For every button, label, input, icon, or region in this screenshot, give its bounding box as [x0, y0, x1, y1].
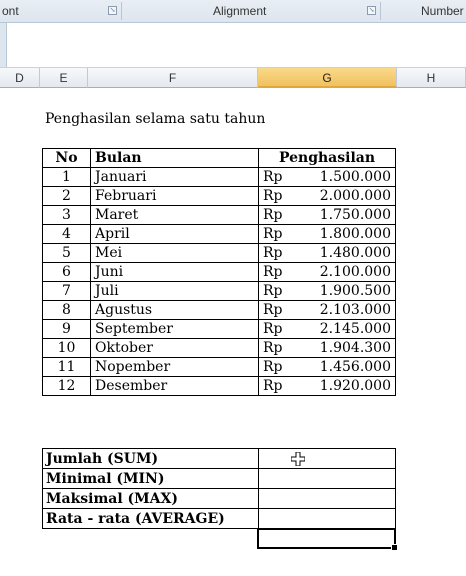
ribbon-separator — [121, 2, 122, 20]
cell-penghasilan[interactable] — [259, 377, 396, 396]
income-table — [42, 148, 396, 396]
cell-penghasilan[interactable] — [259, 244, 396, 263]
currency-label: Rp — [263, 264, 283, 280]
table-row — [43, 339, 396, 358]
cell-no[interactable]: 1 — [43, 168, 91, 187]
ribbon-group-alignment: Alignment — [213, 4, 267, 18]
amount-value: 1.900.500 — [319, 283, 391, 299]
currency-label: Rp — [263, 302, 283, 318]
column-header-d[interactable]: D — [0, 68, 40, 88]
table-row — [43, 263, 396, 282]
cell-penghasilan[interactable] — [259, 187, 396, 206]
summary-label[interactable]: Jumlah (SUM) — [43, 449, 259, 469]
summary-row — [43, 489, 396, 509]
amount-value: 1.456.000 — [319, 359, 391, 375]
table-row — [43, 187, 396, 206]
summary-label[interactable]: Minimal (MIN) — [43, 469, 259, 489]
alignment-dialog-launcher-icon[interactable]: ↘ — [368, 6, 375, 14]
cell-bulan[interactable]: September — [91, 320, 259, 339]
currency-label: Rp — [263, 321, 283, 337]
table-row — [43, 225, 396, 244]
formula-bar-edge — [0, 23, 7, 67]
table-row — [43, 206, 396, 225]
table-row — [43, 320, 396, 339]
formula-bar[interactable] — [0, 23, 466, 68]
cell-no[interactable]: 8 — [43, 301, 91, 320]
cell-penghasilan[interactable] — [259, 263, 396, 282]
header-bulan[interactable]: Bulan — [91, 149, 259, 168]
cell-bulan[interactable]: Januari — [91, 168, 259, 187]
summary-value[interactable] — [259, 469, 396, 489]
cell-bulan[interactable]: April — [91, 225, 259, 244]
amount-value: 1.480.000 — [319, 245, 391, 261]
currency-label: Rp — [263, 378, 283, 394]
cell-penghasilan[interactable] — [259, 320, 396, 339]
table-row — [43, 358, 396, 377]
amount-value: 1.920.000 — [319, 378, 391, 394]
cell-no[interactable]: 7 — [43, 282, 91, 301]
cell-bulan[interactable]: Juli — [91, 282, 259, 301]
cell-no[interactable]: 4 — [43, 225, 91, 244]
column-header-g[interactable]: G — [258, 68, 397, 88]
amount-value: 1.500.000 — [319, 169, 391, 185]
table-row — [43, 168, 396, 187]
amount-value: 1.750.000 — [319, 207, 391, 223]
amount-value: 2.103.000 — [319, 302, 391, 318]
amount-value: 2.145.000 — [319, 321, 391, 337]
amount-value: 1.800.000 — [319, 226, 391, 242]
amount-value: 2.100.000 — [319, 264, 391, 280]
cell-select-cursor-icon — [291, 452, 305, 466]
column-header-e[interactable]: E — [40, 68, 88, 88]
cell-penghasilan[interactable] — [259, 339, 396, 358]
cell-bulan[interactable]: Agustus — [91, 301, 259, 320]
table-header-row — [43, 149, 396, 168]
cell-penghasilan[interactable] — [259, 301, 396, 320]
currency-label: Rp — [263, 169, 283, 185]
table-row — [43, 282, 396, 301]
summary-value[interactable] — [259, 509, 396, 529]
cell-bulan[interactable]: Juni — [91, 263, 259, 282]
currency-label: Rp — [263, 283, 283, 299]
summary-row — [43, 449, 396, 469]
cell-bulan[interactable]: Oktober — [91, 339, 259, 358]
summary-row — [43, 469, 396, 489]
ribbon-group-font: ont — [2, 4, 19, 18]
cell-bulan[interactable]: Maret — [91, 206, 259, 225]
cell-bulan[interactable]: Desember — [91, 377, 259, 396]
summary-label[interactable]: Maksimal (MAX) — [43, 489, 259, 509]
cell-bulan[interactable]: Mei — [91, 244, 259, 263]
active-cell-selection[interactable] — [257, 528, 396, 549]
cell-no[interactable]: 11 — [43, 358, 91, 377]
header-penghasilan[interactable]: Penghasilan — [259, 149, 396, 168]
summary-label[interactable]: Rata - rata (AVERAGE) — [43, 509, 259, 529]
font-dialog-launcher-icon[interactable]: ↘ — [109, 6, 116, 14]
currency-label: Rp — [263, 359, 283, 375]
table-row — [43, 301, 396, 320]
summary-value[interactable] — [259, 449, 396, 469]
cell-no[interactable]: 9 — [43, 320, 91, 339]
currency-label: Rp — [263, 340, 283, 356]
amount-value: 2.000.000 — [319, 188, 391, 204]
table-row — [43, 244, 396, 263]
header-no[interactable]: No — [43, 149, 91, 168]
amount-value: 1.904.300 — [319, 340, 391, 356]
currency-label: Rp — [263, 245, 283, 261]
cell-penghasilan[interactable] — [259, 168, 396, 187]
column-header-h[interactable]: H — [397, 68, 466, 88]
column-header-f[interactable]: F — [88, 68, 258, 88]
cell-penghasilan[interactable] — [259, 206, 396, 225]
cell-no[interactable]: 2 — [43, 187, 91, 206]
sheet-title[interactable]: Penghasilan selama satu tahun — [45, 111, 266, 127]
cell-no[interactable]: 3 — [43, 206, 91, 225]
cell-penghasilan[interactable] — [259, 282, 396, 301]
cell-no[interactable]: 10 — [43, 339, 91, 358]
cell-no[interactable]: 12 — [43, 377, 91, 396]
ribbon-group-number: Number — [421, 4, 464, 18]
summary-value[interactable] — [259, 489, 396, 509]
cell-bulan[interactable]: Februari — [91, 187, 259, 206]
cell-penghasilan[interactable] — [259, 225, 396, 244]
currency-label: Rp — [263, 207, 283, 223]
summary-table — [42, 448, 396, 529]
cell-penghasilan[interactable] — [259, 358, 396, 377]
table-row — [43, 377, 396, 396]
cell-no[interactable]: 6 — [43, 263, 91, 282]
cell-bulan[interactable]: Nopember — [91, 358, 259, 377]
cell-no[interactable]: 5 — [43, 244, 91, 263]
ribbon-separator — [380, 2, 381, 20]
summary-row — [43, 509, 396, 529]
currency-label: Rp — [263, 188, 283, 204]
ribbon — [0, 0, 466, 23]
fill-handle[interactable] — [391, 544, 398, 551]
currency-label: Rp — [263, 226, 283, 242]
